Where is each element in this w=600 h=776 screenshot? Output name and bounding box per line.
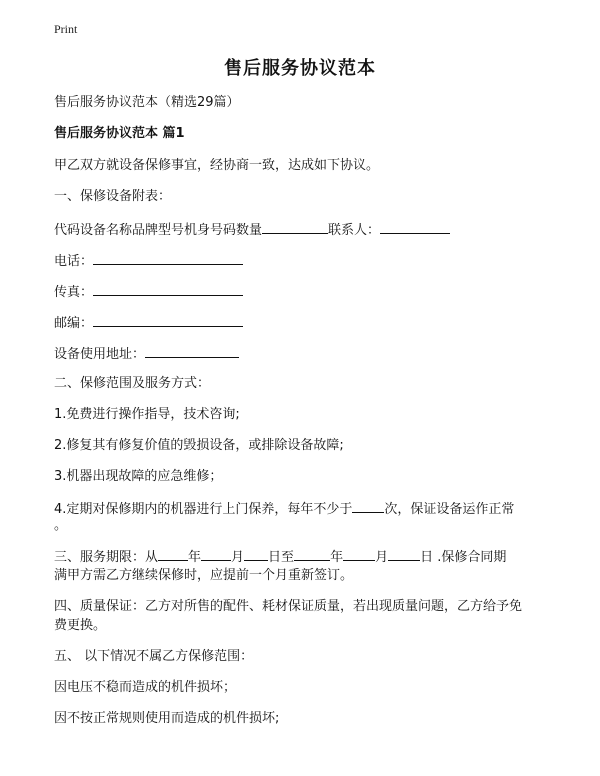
quantity-blank [262,221,328,234]
end-year-blank [294,548,330,561]
table-header-text: 代码设备名称品牌型号机身号码数量 [54,223,263,238]
section-1-heading: 一、保修设备附表： [54,189,172,204]
phone-row [54,252,243,270]
address-blank [145,345,239,358]
s3-year-2: 年 [330,550,344,565]
section-3-line-2: 满甲方需乙方继续保修时，应提前一个月重新签订。 [54,568,354,583]
s3-month-1: 月 [231,550,245,565]
s3-month-2: 月 [375,550,389,565]
postcode-blank [93,314,243,327]
section-3-line-1 [54,548,506,566]
equipment-table-row [54,221,450,239]
postcode-row [54,314,243,332]
address-label: 设备使用地址： [54,347,146,362]
s3-year-1: 年 [188,550,202,565]
address-row [54,345,239,363]
print-link[interactable]: Print [54,22,78,36]
list-item: 1.免费进行操作指导，技术咨询; [54,407,240,422]
start-day-blank [244,548,268,561]
start-month-blank [201,548,231,561]
s3-day-end: 日 .保修合同期 [420,550,507,565]
postcode-label: 邮编： [54,316,94,331]
times-blank [352,500,384,513]
item4-text-b: 次，保证设备运作正常 [384,502,515,517]
end-day-blank [388,548,420,561]
section-2-heading: 二、保修范围及服务方式： [54,376,211,391]
fax-label: 传真： [54,285,94,300]
section-4-line-2: 费更换。 [54,618,107,633]
item4-text-a: 4.定期对保修期内的机器进行上门保养，每年不少于 [54,502,353,517]
intro-text: 甲乙双方就设备保修事宜，经协商一致，达成如下协议。 [54,158,380,173]
list-item: 因不按正常规则使用而造成的机件损坏; [54,711,280,726]
section-4-line-1: 四、质量保证：乙方对所售的配件、耗材保证质量，若出现质量问题，乙方给予免 [54,599,523,614]
list-item: 2.修复其有修复价值的毁损设备，或排除设备故障; [54,438,344,453]
section-5-heading: 五、 以下情况不属乙方保修范围： [54,649,254,664]
item4-end: 。 [54,518,68,533]
s3-to: 日至 [268,550,295,565]
list-item: 因电压不稳而造成的机件损坏； [54,680,237,695]
list-item: 3.机器出现故障的应急维修； [54,469,223,484]
section-heading: 售后服务协议范本 篇1 [54,126,185,141]
start-year-blank [158,548,188,561]
s3-from: 三、服务期限：从 [54,550,159,565]
phone-blank [93,252,243,265]
end-month-blank [343,548,375,561]
fax-blank [93,283,243,296]
page-title: 售后服务协议范本 [224,58,376,79]
contact-label: 联系人： [328,223,381,238]
fax-row [54,283,243,301]
subtitle: 售后服务协议范本（精选29篇） [54,95,240,110]
list-item [54,500,514,518]
contact-blank [380,221,450,234]
phone-label: 电话： [54,254,94,269]
